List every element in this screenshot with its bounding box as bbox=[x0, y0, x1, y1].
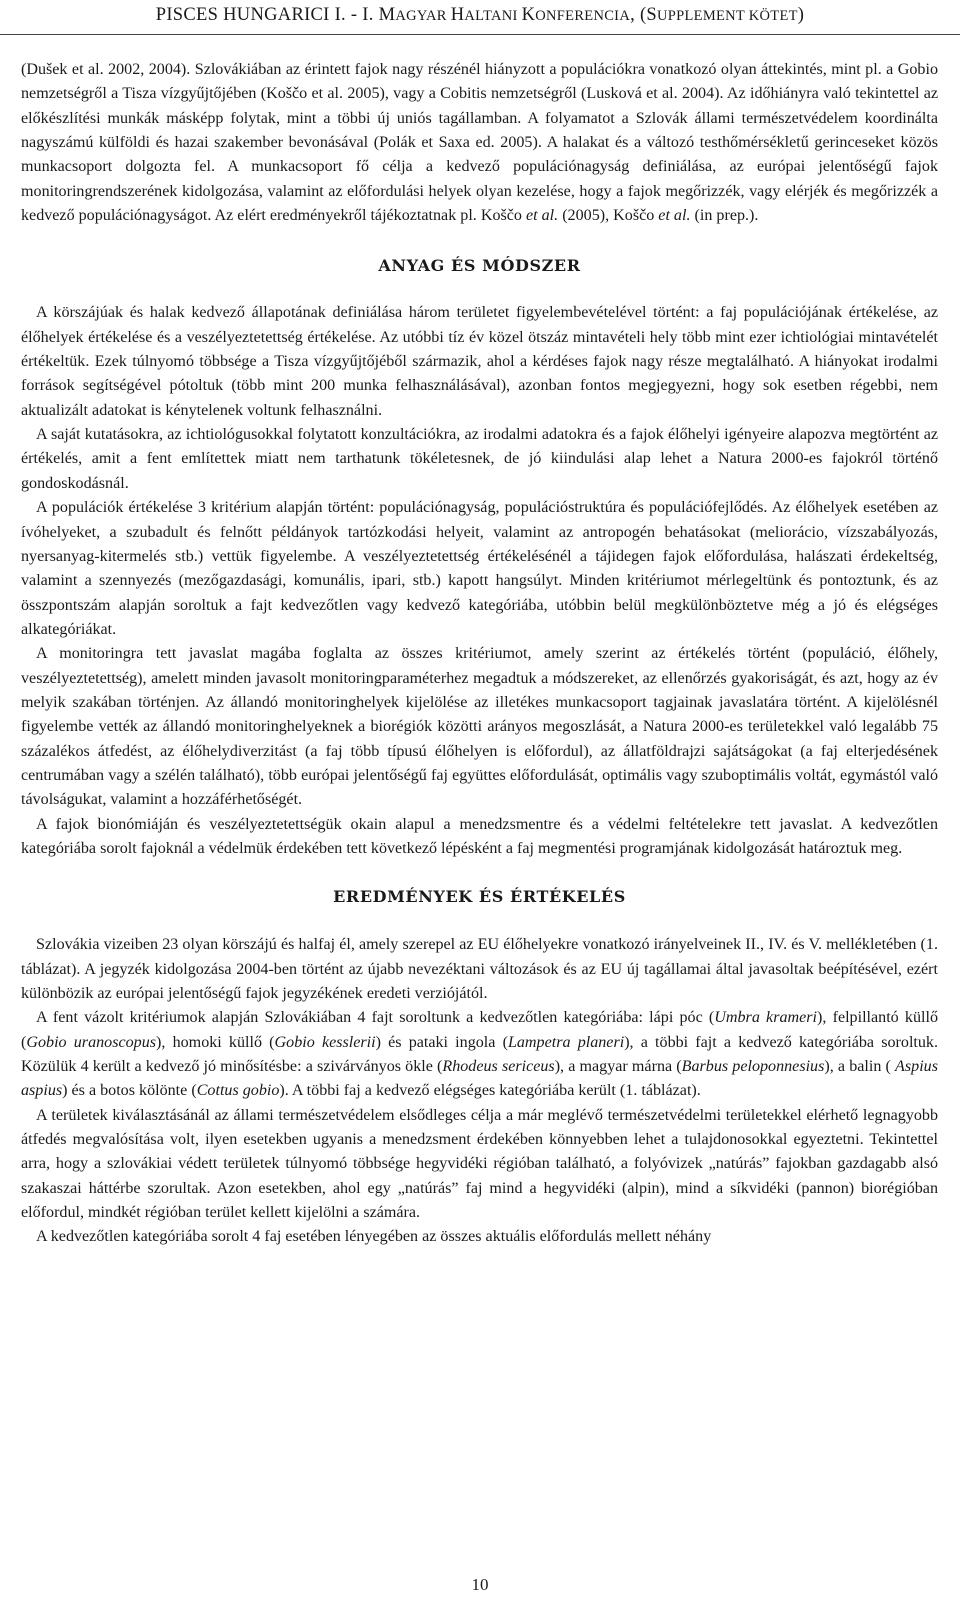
species-aspius-aspius: Aspius aspius bbox=[21, 1058, 938, 1100]
r2-text-f: ), a magyar márna ( bbox=[554, 1058, 682, 1076]
running-head-part1: PISCES HUNGARICI I. - I. bbox=[155, 5, 379, 25]
intro-paragraph bbox=[21, 58, 938, 228]
running-head-upplement: UPPLEMENT KÖTET bbox=[657, 8, 798, 24]
methods-paragraph-3: A populációk értékelése 3 kritérium alapján történt: populációnagyság, populációstruktúra és populációfejlődés. Az élőhelyek esetében az ívóhelyeket, a szubadult és felnőtt példányok tartózkodási helyeit, valamint az antropogén behatásokat (meliorácio, vízszabályozás, nyersanyag-kitermelés stb.) vettük figyelembe. A veszélyeztetettség értékelésénél a tájidegen fajok előfordulása, halászati érdekeltség, valamint a szennyezés (mezőgazdasági, komunális, ipari, stb.) kapott hangsúlyt. Minden kritériumot mérlegeltünk és pontoztunk, és az összpontszám alapján soroltuk a fajt kedvezőtlen vagy kedvező kategóriába, utóbbin belül megkülönböztetve még a jó és elégséges alkategóriákat. bbox=[21, 499, 938, 638]
species-umbra-krameri: Umbra krameri bbox=[714, 1009, 818, 1027]
results-paragraph-4: A kedvezőtlen kategóriába sorolt 4 faj esetében lényegében az összes aktuális előfordulás mellett néhány bbox=[36, 1228, 712, 1246]
running-head-agyar: AGYAR bbox=[395, 8, 451, 24]
results-paragraph-2 bbox=[21, 1006, 938, 1103]
r2-text-e: ), a többi fajt a kedvező kategóriába soroltuk. Közülük 4 került a kedvező jó minősítésbe: a szivárványos ökle ( bbox=[21, 1033, 939, 1076]
spacer bbox=[21, 861, 938, 885]
intro-text-b: (2005), Koščo bbox=[558, 207, 659, 225]
species-lampetra-planeri: Lampetra planeri bbox=[507, 1033, 625, 1051]
intro-et-al-2: et al. bbox=[658, 207, 691, 225]
species-gobio-kesslerii: Gobio kesslerii bbox=[274, 1033, 376, 1051]
r2-text-b: ), felpillantó küllő ( bbox=[21, 1009, 938, 1051]
results-paragraph-3: A területek kiválasztásánál az állami természetvédelem elsődleges célja a már meglévő természetvédelmi területekkel elérhető legnagyobb átfedés megvalósítása volt, ilyen esetekben ugyanis a menedzsment érdekében könnyebben lehet a tulajdonosokkal egyeztetni. Tekintettel arra, hogy a szlovákiai védett területek túlnyomó többsége hegyvidéki régióban található, a folyóvizek „natúrás” fajokban gazdagabb alsó szakaszai háttérbe szorultak. Azon esetekben, ahol egy „natúrás” faj mind a hegyvidéki (alpin), mind a síkvidéki (pannon) biorégióban előfordul, mindkét régióban terület kellett kijelölni a számára. bbox=[21, 1106, 938, 1222]
running-head-onferencia: ONFERENCIA bbox=[535, 8, 631, 24]
page-number: 10 bbox=[471, 1575, 489, 1594]
section-heading-results: EREDMÉNYEK ÉS ÉRTÉKELÉS bbox=[333, 887, 626, 907]
spacer bbox=[21, 909, 938, 933]
body-text bbox=[21, 58, 938, 1250]
methods-paragraph-5: A fajok bionómiáján és veszélyeztetettségük okain alapul a menedzsmentre és a védelmi feltételekre tett javaslat. A kedvezőtlen kategóriába sorolt fajoknál a védelmük érdekében tett következő lépésként a faj megmentési programjának kidolgozását határoztuk meg. bbox=[21, 815, 938, 857]
methods-paragraph-2: A saját kutatásokra, az ichtiológusokkal folytatott konzultációkra, az irodalmi adatokra és a fajok élőhelyi igényeire alapozva megtörtént az értékelés, amit a fent említettek miatt nem tarthatunk tökéletesnek, de jó kiindulási alap lehet a Natura 2000-es fajokról történő gondoskodásnál. bbox=[21, 426, 938, 492]
species-rhodeus-sericeus: Rhodeus sericeus bbox=[442, 1058, 555, 1076]
results-paragraph-1: Szlovákia vizeiben 23 olyan körszájú és halfaj él, amely szerepel az EU élőhelyekre vonatkozó irányelveinek II., IV. és V. mellékletében (1. táblázat). A jegyzék kidolgozása 2004-ben történt az újabb nevezéktani változások és az EU új tagállamai által javasoltak beépítésével, ezért különbözik az európai jelentőségű fajok jegyzékének eredeti verziójától. bbox=[21, 936, 938, 1002]
intro-et-al-1: et al. bbox=[525, 207, 559, 225]
running-head-m: M bbox=[378, 5, 396, 25]
running-head bbox=[0, 0, 960, 34]
section-heading-methods: ANYAG ÉS MÓDSZER bbox=[378, 256, 581, 276]
r2-text-a: A fent vázolt kritériumok alapján Szlovákiában 4 fajt soroltunk a kedvezőtlen kategóriába: lápi póc ( bbox=[36, 1009, 715, 1027]
running-head-altani: ALTANI bbox=[464, 8, 522, 24]
intro-text-c: (in prep.). bbox=[690, 207, 759, 225]
running-head-h: H bbox=[450, 5, 465, 25]
r2-text-h: ) és a botos kölönte ( bbox=[62, 1082, 197, 1100]
species-barbus-peloponnesius: Barbus peloponnesius bbox=[681, 1058, 825, 1076]
r2-text-c: ), homoki küllő ( bbox=[156, 1033, 275, 1051]
r2-text-g: ), a balin ( bbox=[824, 1058, 896, 1076]
intro-text-a: (Dušek et al. 2002, 2004). Szlovákiában az érintett fajok nagy részénél hiányzott a populációkra vonatkozó olyan áttekintés, mint pl. a Gobio nemzetségről a Tisza vízgyűjtőjében (Koščo et al. 2005), vagy a Cobitis nemzetségről (Lusková et al. 2004). Az időhiányra való tekintettel az előkészlítési munkák másképp folytak, mint a többi új uniós tagállamban. A folyamatot a Szlovák állami természetvédelem koordinálta nagyszámú külföldi és hazai szakember bevonásával (Polák et Saxa ed. 2005). A halakat és a változó testhőmérsékletű gerinceseket közös munkacsoport dolgozta fel. A munkacsoport fő célja a kedvező populációnagyság definiálása, az európai jelentőségű fajok monitoringrendszerének kidolgozása, valamint az előfordulási helyek olyan kezelése, hogy a fajok megőrizzék, vagy elérjék és megőrizzék a kedvező populációnagyságot. Az elért eredményekről tájékoztatnak pl. Koščo bbox=[21, 61, 938, 225]
species-gobio-uranoscopus: Gobio uranoscopus bbox=[26, 1033, 157, 1051]
r2-text-d: ) és pataki ingola ( bbox=[375, 1033, 508, 1051]
r2-text-j: ). A többi faj a kedvező elégséges kategóriába került (1. táblázat). bbox=[279, 1082, 701, 1100]
methods-paragraph-1: A körszájúak és halak kedvező állapotának definiálása három területet figyelembevételével történt: a faj populációjának értékelése, az élőhelyek értékelése és a veszélyeztetettség értékelése. Az utóbbi tíz év közel ötszáz mintavételi hely több mint ezer ichtiológiai mintavételét értékeltük. Ezek túlnyomó többsége a Tisza vízgyűjtőjéből származik, ahol a kérdéses fajok nagy része megtalálható. A hiányokat irodalmi források segítségével pótoltuk (több mint 200 munka felhasználásával), azonban fontos megjegyezni, hogy sok esetben régebbi, nem aktualizált adatokat is kénytelenek voltunk felhasználni. bbox=[21, 304, 938, 419]
running-head-s: S bbox=[646, 5, 657, 25]
spacer bbox=[21, 278, 938, 301]
running-head-sep: , ( bbox=[630, 5, 647, 25]
species-cottus-gobio: Cottus gobio bbox=[196, 1082, 280, 1100]
running-head-k: K bbox=[521, 5, 536, 25]
spacer bbox=[21, 228, 938, 254]
methods-paragraph-4: A monitoringra tett javaslat magába foglalta az összes kritériumot, amely szerint az értékelés történt (populáció, élőhely, veszélyeztetettség), amelett minden javasolt monitoringparaméterhez megadtuk a módszereket, az ellenőrzés gyakoriságát, és azt, hogy az év melyik szakában történjen. Az állandó monitoringhelyek kijelölése az illetékes munkacsoport tagjainak javaslatára történt. A kijelölésnél figyelembe vették az állandó monitoringhelyeknek a biorégiók közötti arányos megoszlását, a Natura 2000-es területekkel való legalább 75 százalékos átfedést, az élőhelydiverzitást (a faj több típusú élőhelyen is előfordul), az állatföldrajzi sajátságokat (a faj elterjedésének centrumában vagy a szélén található), több európai jelentőségű faj együttes előfordulását, optimális vagy szuboptimális voltát, egymástól való távolságukat, valamint a hozzáférhetőségét. bbox=[21, 645, 938, 809]
header-rule bbox=[0, 34, 960, 35]
running-head-close: ) bbox=[797, 5, 805, 25]
